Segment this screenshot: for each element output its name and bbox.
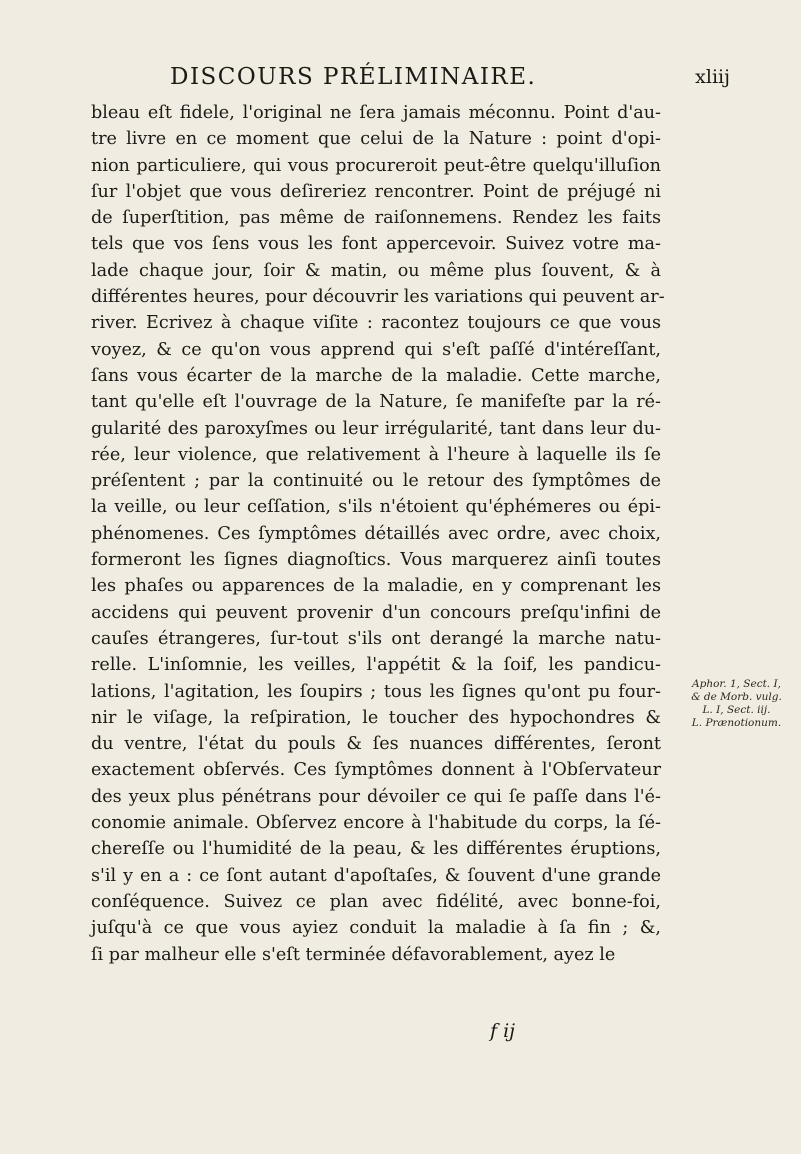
text-line: cauſes étrangeres, ſur-tout s'ils ont derangé la marche natu- xyxy=(91,628,661,649)
printer-signature-mark: f ij xyxy=(490,1020,516,1042)
margin-note-line: Aphor. 1, Sect. I, xyxy=(692,678,781,690)
text-line: bleau eſt fidele, l'original ne ſera jamais méconnu. Point d'au- xyxy=(91,103,661,123)
text-line: tant qu'elle eſt l'ouvrage de la Nature, ſe manifeſte par la ré- xyxy=(91,392,661,413)
text-line: ſi par malheur elle s'eſt terminée défavorablement, ayez le xyxy=(91,944,616,965)
text-line: de ſuperſtition, pas même de raiſonnemens. Rendez les faits xyxy=(91,208,661,229)
margin-note-line: L. Prænotionum. xyxy=(691,717,782,729)
text-line: lade chaque jour, ſoir & matin, ou même plus ſouvent, & à xyxy=(91,260,661,281)
margin-note-line: & de Morb. vulg. xyxy=(691,691,782,703)
body-text xyxy=(91,100,665,968)
text-line: les phaſes ou apparences de la maladie, en y comprenant les xyxy=(91,576,661,597)
text-line: exactement obſervés. Ces ſymptômes donnent à l'Obſervateur xyxy=(91,760,661,781)
text-line: accidens qui peuvent provenir d'un concours preſqu'infini de xyxy=(91,602,661,623)
text-line: chereſſe ou l'humidité de la peau, & les différentes éruptions, xyxy=(91,839,661,860)
text-line: ſur l'objet que vous deſireriez rencontrer. Point de préjugé ni xyxy=(91,181,661,202)
text-line: phénomenes. Ces ſymptômes détaillés avec ordre, avec choix, xyxy=(91,523,661,544)
text-line: des yeux plus pénétrans pour dévoiler ce qui ſe paſſe dans l'é- xyxy=(91,786,661,807)
text-line: nion particuliere, qui vous procureroit peut-être quelqu'illuſion xyxy=(91,155,661,176)
running-head-title: DISCOURS PRÉLIMINAIRE. xyxy=(170,64,537,90)
text-line: différentes heures, pour découvrir les variations qui peuvent ar- xyxy=(91,287,665,308)
text-line: conſéquence. Suivez ce plan avec fidélité, avec bonne-foi, xyxy=(91,891,661,912)
text-line: la veille, ou leur ceſſation, s'ils n'étoient qu'éphémeres ou épi- xyxy=(91,497,661,518)
text-line: du ventre, l'état du pouls & ſes nuances différentes, ſeront xyxy=(91,734,661,755)
text-line: gularité des paroxyſmes ou leur irrégularité, tant dans leur du- xyxy=(91,418,661,439)
text-line: conomie animale. Obſervez encore à l'habitude du corps, la ſé- xyxy=(91,813,661,834)
text-line: tels que vos ſens vous les font appercevoir. Suivez votre ma- xyxy=(91,234,661,255)
text-line: voyez, & ce qu'on vous apprend qui s'eſt paſſé d'intéreſſant, xyxy=(91,339,661,360)
text-line: formeront les ſignes diagnoſtics. Vous marquerez ainſi toutes xyxy=(91,550,661,571)
text-line: nir le viſage, la reſpiration, le toucher des hypochondres & xyxy=(91,707,661,728)
text-line: rée, leur violence, que relativement à l'heure à laquelle ils ſe xyxy=(91,444,661,465)
text-line: s'il y en a : ce ſont autant d'apoſtaſes, & ſouvent d'une grande xyxy=(91,865,661,886)
margin-note-line: L. I, Sect. iij. xyxy=(702,704,771,716)
text-line: river. Ecrivez à chaque viſite : racontez toujours ce que vous xyxy=(91,313,661,334)
text-line: ſans vous écarter de la marche de la maladie. Cette marche, xyxy=(91,365,661,386)
text-line: juſqu'à ce que vous ayiez conduit la maladie à ſa fin ; &, xyxy=(91,918,661,939)
page-number: xliij xyxy=(695,66,730,88)
text-line: tre livre en ce moment que celui de la Nature : point d'opi- xyxy=(91,129,661,150)
text-line: relle. L'inſomnie, les veilles, l'appétit & la ſoif, les pandicu- xyxy=(91,655,661,676)
text-line: préſentent ; par la continuité ou le retour des ſymptômes de xyxy=(91,471,661,492)
text-line: lations, l'agitation, les ſoupirs ; tous les ſignes qu'ont pu four- xyxy=(91,681,661,702)
margin-note xyxy=(679,678,794,730)
